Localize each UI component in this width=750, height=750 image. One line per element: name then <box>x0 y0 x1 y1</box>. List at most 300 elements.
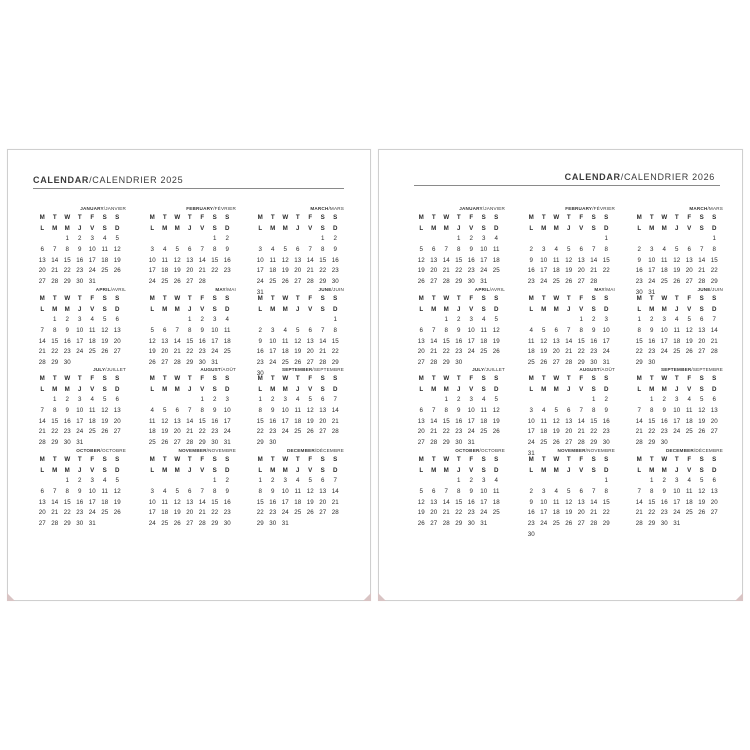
day-number: 16 <box>455 337 463 345</box>
weekday-en: S <box>591 375 596 382</box>
month-name <box>36 447 126 455</box>
day-number: 3 <box>662 316 666 324</box>
day-number: 26 <box>148 359 156 367</box>
day-number: 21 <box>430 428 438 436</box>
weekday-fr: L <box>150 385 155 393</box>
day-number: 3 <box>150 488 154 496</box>
weekday-en: F <box>308 456 313 463</box>
day-number: 8 <box>457 246 461 254</box>
weekday-fr: D <box>494 466 499 474</box>
weekday-fr: M <box>174 224 180 232</box>
day-number: 16 <box>602 417 610 425</box>
day-number: 20 <box>38 509 46 517</box>
weekday-en: S <box>591 456 596 463</box>
day-number: 13 <box>173 417 181 425</box>
day-number: 7 <box>40 407 44 415</box>
weekday-en: T <box>162 456 167 463</box>
weekday-fr: J <box>567 224 571 232</box>
weekday-fr: D <box>333 305 338 313</box>
month-block-february <box>146 205 236 288</box>
weekday-en: T <box>187 456 192 463</box>
day-number: 27 <box>430 520 438 528</box>
day-number: 15 <box>635 337 643 345</box>
day-number: 26 <box>173 278 181 286</box>
day-number: 3 <box>482 477 486 485</box>
day-number: 19 <box>148 348 156 356</box>
day-number: 7 <box>444 488 448 496</box>
empty-cell <box>36 476 49 487</box>
day-number: 14 <box>198 498 206 506</box>
empty-cell <box>415 395 428 406</box>
day-number: 19 <box>306 498 314 506</box>
weekday-en: W <box>661 214 668 221</box>
day-number: 27 <box>38 520 46 528</box>
weekday-fr: D <box>115 466 120 474</box>
weekday-fr: J <box>296 224 300 232</box>
day-number: 16 <box>527 267 535 275</box>
month-name <box>415 447 505 455</box>
empty-cell <box>254 315 267 326</box>
month-name-en: JUNE <box>697 287 711 292</box>
weekday-fr: J <box>567 466 571 474</box>
day-number: 13 <box>552 337 560 345</box>
weekday-en: T <box>431 375 436 382</box>
day-number: 28 <box>590 520 598 528</box>
weekday-en: M <box>39 456 45 463</box>
day-number: 5 <box>554 407 558 415</box>
day-number: 18 <box>527 348 535 356</box>
day-number: 22 <box>590 428 598 436</box>
day-number: 12 <box>492 327 500 335</box>
day-number: 11 <box>269 256 276 264</box>
month-block-december <box>254 447 344 530</box>
day-number: 24 <box>540 278 548 286</box>
month-name <box>146 366 236 374</box>
month-block-august <box>146 366 236 449</box>
day-number: 28 <box>51 278 59 286</box>
day-number: 11 <box>686 488 693 496</box>
weekday-fr: S <box>591 305 596 313</box>
weekday-en: S <box>494 456 499 463</box>
weekday-en: F <box>579 456 584 463</box>
weekday-fr: M <box>541 385 547 393</box>
weekday-fr: J <box>457 305 461 313</box>
day-number: 3 <box>604 316 608 324</box>
day-number: 29 <box>648 439 656 447</box>
weekday-fr: M <box>174 305 180 313</box>
month-day-grid <box>36 213 126 288</box>
weekday-en: T <box>187 214 192 221</box>
day-number: 20 <box>417 348 425 356</box>
day-number: 31 <box>76 439 84 447</box>
empty-cell <box>538 234 551 245</box>
day-number: 27 <box>698 348 706 356</box>
weekday-en: S <box>699 295 704 302</box>
month-day-grid <box>146 374 236 449</box>
day-number: 22 <box>331 348 339 356</box>
weekday-fr: J <box>296 385 300 393</box>
day-number: 5 <box>175 488 179 496</box>
day-number: 1 <box>604 477 608 485</box>
weekday-en: T <box>52 456 57 463</box>
day-number: 22 <box>51 428 59 436</box>
day-number: 7 <box>432 327 436 335</box>
day-number: 14 <box>38 337 46 345</box>
day-number: 11 <box>553 256 560 264</box>
day-number: 12 <box>673 256 681 264</box>
day-number: 14 <box>590 498 598 506</box>
month-name <box>36 366 126 374</box>
day-number: 5 <box>700 396 704 404</box>
empty-cell <box>550 395 563 406</box>
day-number: 13 <box>417 417 425 425</box>
weekday-en: M <box>149 295 155 302</box>
day-number: 30 <box>648 359 656 367</box>
month-block-may <box>525 286 615 369</box>
day-number: 18 <box>294 417 302 425</box>
day-number: 30 <box>527 530 535 538</box>
day-number: 31 <box>467 439 475 447</box>
day-number: 26 <box>698 428 706 436</box>
empty-cell <box>683 234 696 245</box>
weekday-en: S <box>699 214 704 221</box>
weekday-fr: M <box>553 224 559 232</box>
empty-cell <box>415 315 428 326</box>
day-number: 28 <box>635 439 643 447</box>
day-number: 21 <box>331 498 339 506</box>
day-number: 18 <box>480 417 488 425</box>
weekday-en: M <box>149 375 155 382</box>
month-name-fr: /AOÛT <box>220 367 236 372</box>
weekday-fr: S <box>320 305 325 313</box>
day-number: 10 <box>281 407 289 415</box>
day-number: 25 <box>540 439 548 447</box>
day-number: 14 <box>430 417 438 425</box>
weekday-fr: J <box>296 466 300 474</box>
day-number: 2 <box>529 246 533 254</box>
day-number: 20 <box>173 428 181 436</box>
weekday-fr: D <box>115 305 120 313</box>
day-number: 20 <box>430 267 438 275</box>
weekday-fr: V <box>469 385 474 393</box>
day-number: 9 <box>529 256 533 264</box>
page-title <box>33 175 183 185</box>
weekday-en: S <box>102 214 107 221</box>
weekday-fr: V <box>579 305 584 313</box>
day-number: 29 <box>710 278 718 286</box>
month-name-en: APRIL <box>474 287 490 292</box>
month-block-november <box>525 447 615 541</box>
day-number: 18 <box>88 337 96 345</box>
day-number: 11 <box>149 417 156 425</box>
day-number: 25 <box>685 428 693 436</box>
month-block-march <box>254 205 344 299</box>
day-number: 27 <box>577 520 585 528</box>
weekday-en: T <box>77 295 82 302</box>
day-number: 13 <box>306 337 314 345</box>
day-number: 27 <box>186 278 194 286</box>
empty-cell <box>428 395 441 406</box>
day-number: 24 <box>223 428 231 436</box>
day-number: 6 <box>296 246 300 254</box>
day-number: 19 <box>417 267 425 275</box>
month-name-en: MARCH <box>310 206 329 211</box>
day-number: 20 <box>161 348 169 356</box>
day-number: 6 <box>712 477 716 485</box>
weekday-fr: M <box>431 466 437 474</box>
page-title-en: CALENDAR <box>564 172 621 182</box>
day-number: 7 <box>637 407 641 415</box>
month-block-july <box>415 366 505 449</box>
day-number: 1 <box>604 235 608 243</box>
month-block-october <box>36 447 126 530</box>
day-number: 10 <box>467 327 475 335</box>
day-number: 18 <box>101 256 109 264</box>
weekday-en: S <box>225 375 230 382</box>
day-number: 9 <box>650 327 654 335</box>
day-number: 2 <box>271 396 275 404</box>
day-number: 15 <box>590 417 598 425</box>
day-number: 10 <box>76 407 84 415</box>
day-number: 28 <box>319 359 327 367</box>
weekday-fr: S <box>102 224 107 232</box>
day-number: 9 <box>258 337 262 345</box>
month-name-fr: /JUIN <box>710 287 723 292</box>
weekday-fr: M <box>282 305 288 313</box>
day-number: 20 <box>417 428 425 436</box>
day-number: 11 <box>282 337 289 345</box>
day-number: 13 <box>565 417 573 425</box>
month-name <box>36 286 126 294</box>
day-number: 7 <box>333 477 337 485</box>
day-number: 2 <box>200 316 204 324</box>
day-number: 18 <box>281 348 289 356</box>
weekday-fr: L <box>258 466 263 474</box>
weekday-en: T <box>295 456 300 463</box>
day-number: 27 <box>294 278 302 286</box>
day-number: 8 <box>604 246 608 254</box>
day-number: 25 <box>161 520 169 528</box>
day-number: 1 <box>53 396 57 404</box>
empty-cell <box>538 395 551 406</box>
empty-cell <box>36 234 49 245</box>
day-number: 21 <box>635 509 643 517</box>
day-number: 25 <box>552 278 560 286</box>
day-number: 6 <box>115 396 119 404</box>
day-number: 27 <box>710 428 718 436</box>
day-number: 31 <box>648 288 656 296</box>
weekday-fr: M <box>431 385 437 393</box>
day-number: 21 <box>590 509 598 517</box>
day-number: 12 <box>173 498 181 506</box>
day-number: 18 <box>161 509 169 517</box>
day-number: 24 <box>660 348 668 356</box>
weekday-fr: M <box>649 385 655 393</box>
day-number: 9 <box>457 327 461 335</box>
weekday-fr: M <box>443 385 449 393</box>
empty-cell <box>159 315 172 326</box>
weekday-fr: M <box>553 305 559 313</box>
weekday-fr: M <box>162 224 168 232</box>
weekday-fr: J <box>78 385 82 393</box>
day-number: 27 <box>417 359 425 367</box>
day-number: 16 <box>256 348 264 356</box>
weekday-fr: M <box>661 224 667 232</box>
day-number: 9 <box>604 407 608 415</box>
month-name <box>525 205 615 213</box>
day-number: 31 <box>256 288 264 296</box>
day-number: 4 <box>103 477 107 485</box>
weekday-fr: D <box>712 466 717 474</box>
day-number: 12 <box>306 488 314 496</box>
month-name-en: JANUARY <box>459 206 483 211</box>
month-name-en: JUNE <box>318 287 332 292</box>
day-number: 25 <box>480 348 488 356</box>
weekday-fr: D <box>604 385 609 393</box>
weekday-en: T <box>456 295 461 302</box>
month-day-grid <box>146 455 236 530</box>
day-number: 7 <box>444 246 448 254</box>
day-number: 5 <box>115 235 119 243</box>
day-number: 14 <box>635 417 643 425</box>
day-number: 29 <box>442 359 450 367</box>
day-number: 23 <box>331 267 339 275</box>
day-number: 25 <box>527 359 535 367</box>
empty-cell <box>633 234 646 245</box>
weekday-en: T <box>649 295 654 302</box>
month-block-may <box>146 286 236 369</box>
month-name-en: JULY <box>93 367 106 372</box>
day-number: 14 <box>319 337 327 345</box>
day-number: 30 <box>76 278 84 286</box>
day-number: 15 <box>198 417 206 425</box>
weekday-fr: M <box>541 224 547 232</box>
day-number: 6 <box>579 488 583 496</box>
day-number: 21 <box>577 428 585 436</box>
day-number: 30 <box>590 359 598 367</box>
day-number: 5 <box>150 327 154 335</box>
day-number: 29 <box>648 520 656 528</box>
day-number: 15 <box>186 337 194 345</box>
day-number: 22 <box>63 509 71 517</box>
day-number: 7 <box>200 488 204 496</box>
day-number: 16 <box>76 498 84 506</box>
weekday-en: T <box>187 375 192 382</box>
empty-cell <box>292 315 305 326</box>
weekday-fr: M <box>52 224 58 232</box>
day-number: 13 <box>186 256 194 264</box>
empty-cell <box>671 234 684 245</box>
day-number: 18 <box>552 509 560 517</box>
day-number: 8 <box>321 246 325 254</box>
day-number: 26 <box>540 359 548 367</box>
month-name-en: DECEMBER <box>665 448 694 453</box>
day-number: 17 <box>480 498 488 506</box>
weekday-fr: M <box>52 466 58 474</box>
weekday-en: F <box>579 375 584 382</box>
day-number: 26 <box>173 520 181 528</box>
day-number: 2 <box>225 235 229 243</box>
day-number: 14 <box>698 256 706 264</box>
day-number: 21 <box>198 267 206 275</box>
day-number: 7 <box>592 488 596 496</box>
day-number: 10 <box>211 327 219 335</box>
day-number: 12 <box>417 498 425 506</box>
weekday-fr: L <box>529 385 534 393</box>
weekday-en: W <box>174 295 181 302</box>
day-number: 10 <box>467 407 475 415</box>
day-number: 16 <box>211 417 219 425</box>
month-name-en: SEPTEMBER <box>281 367 313 372</box>
day-number: 15 <box>442 337 450 345</box>
day-number: 6 <box>579 246 583 254</box>
day-number: 28 <box>331 428 339 436</box>
month-day-grid <box>146 213 236 288</box>
weekday-fr: V <box>308 385 313 393</box>
day-number: 14 <box>565 337 573 345</box>
weekday-fr: M <box>162 466 168 474</box>
day-number: 27 <box>552 359 560 367</box>
day-number: 25 <box>101 267 109 275</box>
day-number: 28 <box>186 439 194 447</box>
weekday-en: T <box>162 375 167 382</box>
day-number: 9 <box>592 327 596 335</box>
month-name <box>415 366 505 374</box>
day-number: 9 <box>662 488 666 496</box>
day-number: 8 <box>213 246 217 254</box>
weekday-fr: S <box>699 385 704 393</box>
day-number: 24 <box>467 348 475 356</box>
weekday-fr: J <box>188 305 192 313</box>
day-number: 2 <box>662 477 666 485</box>
day-number: 16 <box>223 498 231 506</box>
weekday-en: T <box>674 375 679 382</box>
weekday-fr: V <box>200 224 205 232</box>
day-number: 29 <box>577 359 585 367</box>
day-number: 27 <box>565 439 573 447</box>
day-number: 10 <box>269 337 277 345</box>
day-number: 3 <box>213 316 217 324</box>
empty-cell <box>146 315 159 326</box>
day-number: 31 <box>281 520 289 528</box>
weekday-fr: D <box>225 224 230 232</box>
day-number: 26 <box>565 520 573 528</box>
day-number: 29 <box>319 278 327 286</box>
day-number: 24 <box>148 278 156 286</box>
month-name-fr: /DÉCEMBRE <box>314 448 344 453</box>
month-name-en: OCTOBER <box>455 448 480 453</box>
day-number: 17 <box>660 337 668 345</box>
day-number: 16 <box>63 417 71 425</box>
day-number: 23 <box>527 520 535 528</box>
weekday-fr: M <box>443 466 449 474</box>
day-number: 3 <box>675 477 679 485</box>
day-number: 28 <box>38 439 46 447</box>
day-number: 4 <box>542 407 546 415</box>
day-number: 8 <box>53 407 57 415</box>
day-number: 12 <box>173 256 181 264</box>
day-number: 4 <box>296 477 300 485</box>
day-number: 16 <box>198 337 206 345</box>
day-number: 25 <box>660 278 668 286</box>
month-block-september <box>633 366 723 449</box>
weekday-fr: M <box>431 305 437 313</box>
day-number: 20 <box>306 348 314 356</box>
empty-cell <box>146 395 159 406</box>
day-number: 11 <box>161 498 168 506</box>
weekday-en: F <box>200 456 205 463</box>
day-number: 20 <box>710 417 718 425</box>
